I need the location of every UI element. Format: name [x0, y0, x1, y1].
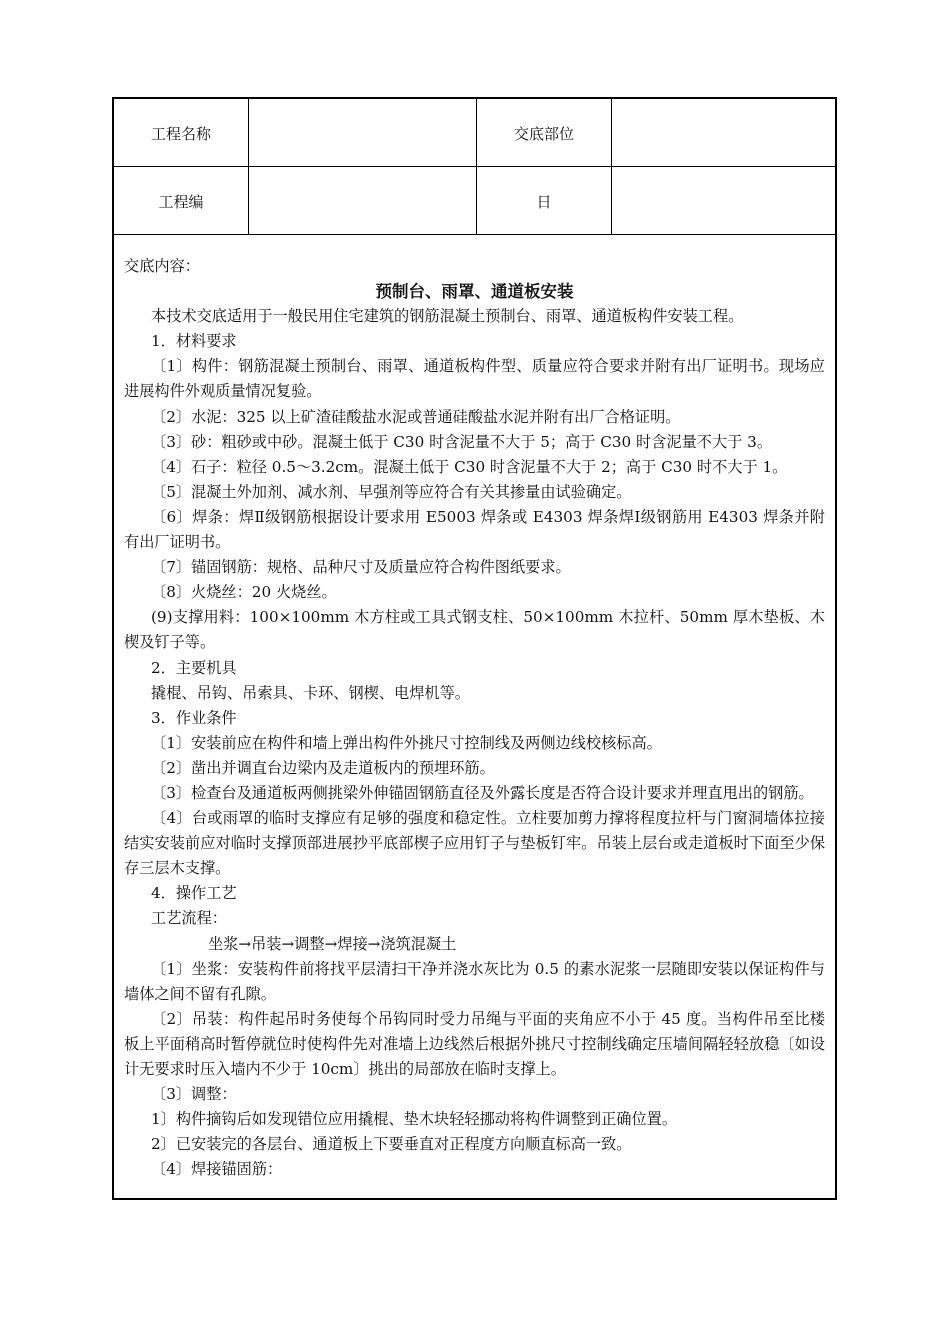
handover-content	[114, 236, 835, 1182]
handover-part-label: 交底部位	[513, 124, 574, 143]
paragraph: 〔7〕锚固钢筋：规格、品种尺寸及质量应符合构件图纸要求。	[151, 558, 571, 577]
paragraph: 〔2〕凿出并调直台边梁内及走道板内的预埋环筋。	[151, 758, 495, 777]
paragraph: 撬棍、吊钩、吊索具、卡环、钢楔、电焊机等。	[151, 683, 470, 702]
paragraph: 〔6〕焊条：焊Ⅱ级钢筋根据设计要求用 E5003 焊条或 E4303 焊条焊Ⅰ级钢筋用 E4303 焊条并附有出厂证明书。	[124, 507, 825, 552]
project-name-value[interactable]	[249, 99, 476, 167]
paragraph: 〔2〕吊装：构件起吊时务使每个吊钩同时受力吊绳与平面的夹角应不小于 45 度。当构件吊至比楼板上平面稍高时暂停就位时使构件先对准墙上边线然后根据外挑尺寸控制线确定压墙间隔轻轻放稳〔如设计无要求时压入墙内不少于 10cm〕挑出的局部放在临时支撑上。	[124, 1009, 825, 1078]
content-label: 交底内容：	[124, 257, 200, 275]
paragraph: 本技术交底适用于一般民用住宅建筑的钢筋混凝土预制台、雨罩、通道板构件安装工程。	[151, 307, 744, 326]
process-flow: 坐浆→吊装→调整→焊接→浇筑混凝土	[208, 934, 457, 953]
paragraph: 1〕构件摘钩后如发现错位应用撬棍、垫木块轻轻挪动将构件调整到正确位置。	[151, 1110, 678, 1129]
paragraph: 〔5〕混凝土外加剂、减水剂、早强剂等应符合有关其掺量由试验确定。	[151, 482, 632, 501]
date-value[interactable]	[612, 167, 835, 235]
paragraph: 〔1〕构件：钢筋混凝土预制台、雨罩、通道板构件型、质量应符合要求并附有出厂证明书。现场应进展构件外观质量情况复验。	[124, 357, 825, 401]
paragraph: 工艺流程：	[151, 909, 227, 928]
document-title: 预制台、雨罩、通道板安装	[375, 282, 574, 302]
handover-part-value[interactable]	[612, 99, 835, 167]
section-heading: 4．操作工艺	[151, 884, 237, 903]
paragraph: 〔2〕水泥：325 以上矿渣硅酸盐水泥或普通硅酸盐水泥并附有出厂合格证明。	[151, 407, 681, 426]
paragraph: (9)支撑用料：100×100mm 木方柱或工具式钢支柱、50×100mm 木拉杆、50mm 厚木垫板、木楔及钉子等。	[124, 608, 825, 652]
paragraph: 〔8〕火烧丝：20 火烧丝。	[151, 583, 337, 602]
project-no-value[interactable]	[249, 167, 476, 235]
project-name-label: 工程名称	[150, 124, 211, 143]
paragraph: 〔3〕砂：粗砂或中砂。混凝土低于 C30 时含泥量不大于 5；高于 C30 时含泥量不大于 3。	[151, 432, 773, 451]
paragraph: 〔1〕坐浆：安装构件前将找平层清扫干净并浇水灰比为 0.5 的素水泥浆一层随即安装以保证构件与墙体之间不留有孔隙。	[124, 959, 825, 1003]
handover-form	[112, 97, 837, 1200]
paragraph: 2〕已安装完的各层台、通道板上下要垂直对正程度方向顺直标高一致。	[151, 1135, 632, 1154]
paragraph: 〔4〕石子：粒径 0.5～3.2cm。混凝土低于 C30 时含泥量不大于 2；高于 C30 时不大于 1。	[151, 457, 788, 476]
paragraph: 〔1〕安装前应在构件和墙上弹出构件外挑尺寸控制线及两侧边线校核标高。	[151, 733, 662, 752]
section-heading: 1．材料要求	[151, 332, 237, 351]
project-no-label: 工程编	[158, 192, 204, 211]
paragraph: 〔4〕焊接锚固筋：	[151, 1160, 283, 1179]
section-heading: 2．主要机具	[151, 658, 237, 677]
section-heading: 3．作业条件	[151, 708, 237, 727]
paragraph: 〔4〕台或雨罩的临时支撑应有足够的强度和稳定性。立柱要加剪力撑将程度拉杆与门窗洞墙体拉接结实安装前应对临时支撑顶部进展抄平底部楔子应用钉子与垫板钉牢。吊装上层台或走道板时下面至少保存三层木支撑。	[124, 809, 825, 878]
paragraph: 〔3〕调整：	[151, 1085, 237, 1104]
paragraph: 〔3〕检查台及通道板两侧挑梁外伸锚固钢筋直径及外露长度是否符合设计要求并理直甩出的钢筋。	[151, 783, 814, 802]
date-label: 日	[536, 192, 552, 211]
